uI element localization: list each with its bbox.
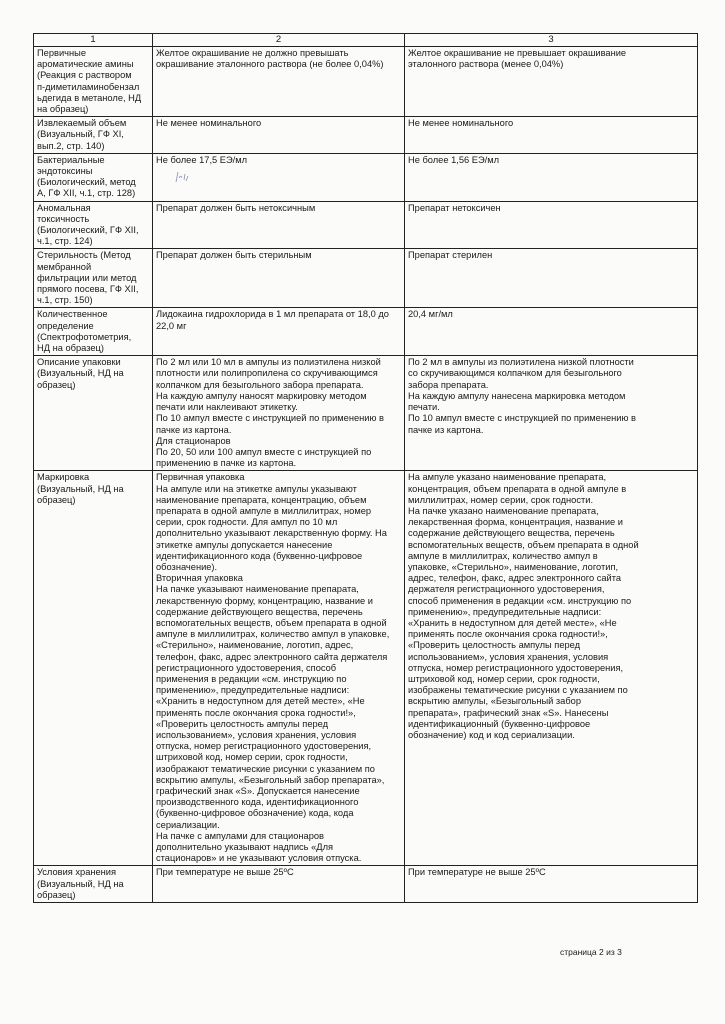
cell-text-line: препарата в одной ампуле в миллилитрах, номер bbox=[156, 505, 372, 516]
result-cell bbox=[405, 308, 698, 356]
cell-text-line: Для стационаров bbox=[156, 435, 231, 446]
result-cell bbox=[405, 117, 698, 154]
table-row bbox=[34, 153, 698, 201]
cell-text-line: миллилитрах, номер серии, срок годности. bbox=[408, 494, 594, 505]
parameter-cell bbox=[34, 201, 153, 249]
cell-text-line: изображают тематические рисунки с указанием по bbox=[156, 763, 375, 774]
cell-text-line: (Визуальный, НД на bbox=[37, 878, 124, 889]
cell-text-line: эталонного раствора (менее 0,04%) bbox=[408, 59, 564, 70]
cell-text-line: концентрация, объем препарата в одной ампуле в bbox=[408, 483, 627, 494]
table-row bbox=[34, 866, 698, 903]
cell-text-line: Описание упаковки bbox=[37, 357, 121, 368]
cell-text-line: отпуска, номер регистрационного удостоверения, bbox=[156, 741, 372, 752]
cell-text-line: По 20, 50 или 100 ампул вместе с инструкцией по bbox=[156, 446, 372, 457]
parameter-cell bbox=[34, 356, 153, 471]
cell-text-line: Препарат должен быть стерильным bbox=[156, 250, 312, 261]
result-cell bbox=[405, 153, 698, 201]
cell-text-line: ч.1, стр. 150) bbox=[37, 295, 93, 306]
parameter-cell bbox=[34, 47, 153, 117]
cell-text-line: лекарственная форма, концентрация, название и bbox=[408, 517, 623, 528]
cell-text-line: Лидокаина гидрохлорида в 1 мл препарата от 18,0 до bbox=[156, 309, 389, 320]
cell-text-line: Препарат стерилен bbox=[408, 250, 493, 261]
result-cell bbox=[405, 471, 698, 866]
cell-text-line: (Биологический, ГФ XII, bbox=[37, 225, 139, 236]
cell-text-line: вып.2, стр. 140) bbox=[37, 140, 105, 151]
cell-text-line: применять после окончания срока годности!», bbox=[408, 629, 608, 640]
requirement-cell bbox=[153, 866, 405, 903]
cell-text-line: Первичные bbox=[37, 48, 86, 58]
cell-text-line: п-диметиламинобензал bbox=[37, 81, 140, 92]
cell-text-line: применения в редакции «см. инструкцию по bbox=[156, 673, 347, 684]
cell-text-line: штриховой код, номер серии, срок годности, bbox=[156, 752, 348, 763]
table-row bbox=[34, 471, 698, 866]
cell-text-line: дополнительно указывают надпись «Для bbox=[156, 842, 334, 853]
cell-text-line: (буквенно-цифровое обозначение) кода, кода bbox=[156, 808, 354, 819]
cell-text-line: печати. bbox=[408, 402, 440, 413]
parameter-cell bbox=[34, 117, 153, 154]
cell-text-line: 22,0 мг bbox=[156, 320, 187, 331]
cell-text-line: ароматические амины bbox=[37, 59, 134, 70]
cell-text-line: На каждую ампулу нанесена маркировка методом bbox=[408, 390, 626, 401]
cell-text-line: Не менее номинального bbox=[156, 118, 262, 129]
requirement-cell bbox=[153, 47, 405, 117]
cell-text-line: Не менее номинального bbox=[408, 118, 514, 129]
cell-text-line: эндотоксины bbox=[37, 166, 93, 177]
table-row bbox=[34, 47, 698, 117]
cell-text-line: По 2 мл или 10 мл в ампулы из полиэтилена низкой bbox=[156, 357, 381, 368]
table-row bbox=[34, 249, 698, 308]
cell-text-line: окрашивание эталонного раствора (не более 0,04%) bbox=[156, 59, 384, 70]
cell-text-line: Желтое окрашивание не должно превышать bbox=[156, 48, 349, 58]
cell-text-line: На пачке указано наименование препарата, bbox=[408, 505, 599, 516]
cell-text-line: Аномальная bbox=[37, 202, 91, 213]
cell-text-line: Препарат нетоксичен bbox=[408, 202, 501, 213]
cell-text-line: На каждую ампулу наносят маркировку методом bbox=[156, 390, 367, 401]
parameter-cell bbox=[34, 308, 153, 356]
requirement-cell bbox=[153, 201, 405, 249]
table-row bbox=[34, 117, 698, 154]
cell-text-line: Количественное bbox=[37, 309, 108, 320]
cell-text-line: Первичная упаковка bbox=[156, 472, 245, 483]
cell-text-line: образец) bbox=[37, 494, 76, 505]
cell-text-line: способ применения в редакции «см. инструкцию по bbox=[408, 595, 632, 606]
result-cell bbox=[405, 249, 698, 308]
cell-text-line: Не более 1,56 ЕЭ/мл bbox=[408, 154, 500, 165]
cell-text-line: Маркировка bbox=[37, 472, 90, 483]
handwritten-mark bbox=[172, 166, 192, 186]
cell-text-line: применять после окончания срока годности!», bbox=[156, 707, 356, 718]
cell-text-line: Желтое окрашивание не превышает окрашивание bbox=[408, 48, 627, 58]
cell-text-line: токсичность bbox=[37, 213, 90, 224]
cell-text-line: этикетке ампулы допускается нанесение bbox=[156, 539, 333, 550]
cell-text-line: держателя регистрационного удостоверения, bbox=[408, 584, 605, 595]
cell-text-line: «Проверить целостность ампулы перед bbox=[408, 640, 581, 651]
cell-text-line: стационаров» и не указывают условия отпуска. bbox=[156, 853, 362, 864]
table-row bbox=[34, 308, 698, 356]
cell-text-line: серии, срок годности. Для ампул по 10 мл bbox=[156, 517, 338, 528]
cell-text-line: По 10 ампул вместе с инструкцией по применению в bbox=[408, 413, 636, 424]
cell-text-line: (Реакция с раствором bbox=[37, 70, 132, 81]
table-body bbox=[34, 47, 698, 903]
specification-table bbox=[33, 33, 698, 903]
cell-text-line: отпуска, номер регистрационного удостоверения, bbox=[408, 662, 624, 673]
cell-text-line: мембранной bbox=[37, 261, 92, 272]
cell-text-line: со скручивающимся колпачком для безыгольного bbox=[408, 368, 622, 379]
parameter-cell bbox=[34, 866, 153, 903]
cell-text-line: ампуле в миллилитрах, количество ампул в упаковке, bbox=[156, 629, 390, 640]
cell-text-line: «Стерильно», наименование, логотип, адрес, bbox=[156, 640, 354, 651]
cell-text-line: вспомогательных веществ, объем препарата в одной bbox=[156, 617, 387, 628]
parameter-cell bbox=[34, 249, 153, 308]
cell-text-line: графический знак «S». Допускается нанесение bbox=[156, 786, 360, 796]
cell-text-line: По 10 ампул вместе с инструкцией по применению в bbox=[156, 413, 384, 424]
cell-text-line: Препарат должен быть нетоксичным bbox=[156, 202, 316, 213]
cell-text-line: регистрационного удостоверения, способ bbox=[156, 662, 337, 673]
cell-text-line: Не более 17,5 ЕЭ/мл bbox=[156, 154, 248, 165]
cell-text-line: На ампуле или на этикетке ампулы указывают bbox=[156, 483, 357, 494]
cell-text-line: образец) bbox=[37, 379, 76, 390]
cell-text-line: Стерильность (Метод bbox=[37, 250, 131, 261]
column-header-1: 1 bbox=[34, 34, 153, 47]
cell-text-line: «Хранить в недоступном для детей месте», «Не bbox=[156, 696, 365, 707]
cell-text-line: (Визуальный, НД на bbox=[37, 368, 124, 379]
cell-text-line: фильтрации или метод bbox=[37, 272, 137, 283]
cell-text-line: На пачке указывают наименование препарата, bbox=[156, 584, 359, 595]
cell-text-line: ампуле в миллилитрах, количество ампул в bbox=[408, 550, 598, 561]
cell-text-line: НД на образец) bbox=[37, 343, 104, 354]
cell-text-line: изображены тематические рисунки с указанием по bbox=[408, 685, 628, 696]
cell-text-line: телефон, факс, адрес электронного сайта держателя bbox=[156, 651, 388, 662]
cell-text-line: колпачком для безыгольного забора препарата. bbox=[156, 379, 364, 390]
cell-text-line: На пачке с ампулами для стационаров bbox=[156, 830, 324, 841]
cell-text-line: содержание действующего вещества, перечень bbox=[156, 606, 363, 617]
cell-text-line: При температуре не выше 25ºС bbox=[408, 867, 546, 878]
cell-text-line: ч.1, стр. 124) bbox=[37, 236, 93, 247]
table-row bbox=[34, 201, 698, 249]
cell-text-line: вскрытию ампулы, «Безыгольный забор препарата», bbox=[156, 774, 385, 785]
result-cell bbox=[405, 866, 698, 903]
cell-text-line: применению», предупредительные надписи: bbox=[156, 685, 350, 696]
cell-text-line: использованием», условия хранения, условия bbox=[408, 651, 609, 662]
result-cell bbox=[405, 356, 698, 471]
result-cell bbox=[405, 201, 698, 249]
cell-text-line: (Визуальный, НД на bbox=[37, 483, 124, 494]
cell-text-line: пачке из картона. bbox=[408, 424, 484, 435]
cell-text-line: идентификационный (буквенно-цифровое bbox=[408, 718, 591, 729]
requirement-cell bbox=[153, 356, 405, 471]
parameter-cell bbox=[34, 471, 153, 866]
cell-text-line: «Хранить в недоступном для детей месте», «Не bbox=[408, 617, 617, 628]
cell-text-line: При температуре не выше 25ºС bbox=[156, 867, 294, 878]
cell-text-line: производственного кода, идентификационного bbox=[156, 797, 359, 808]
cell-text-line: сериализации. bbox=[156, 819, 220, 830]
cell-text-line: упаковке, «Стерильно», наименование, логотип, bbox=[408, 561, 619, 572]
cell-text-line: А, ГФ XII, ч.1, стр. 128) bbox=[37, 188, 136, 199]
requirement-cell bbox=[153, 471, 405, 866]
result-cell bbox=[405, 47, 698, 117]
cell-text-line: На ампуле указано наименование препарата, bbox=[408, 472, 607, 483]
cell-text-line: Условия хранения bbox=[37, 867, 117, 878]
cell-text-line: применению в пачке из картона. bbox=[156, 458, 297, 469]
cell-text-line: пачке из картона. bbox=[156, 424, 232, 435]
cell-text-line: препарата», графический знак «S». Нанесены bbox=[408, 707, 609, 718]
cell-text-line: использованием», условия хранения, условия bbox=[156, 729, 357, 740]
cell-text-line: на образец) bbox=[37, 104, 89, 115]
cell-text-line: печати или наклеивают этикетку. bbox=[156, 402, 298, 413]
cell-text-line: Вторичная упаковка bbox=[156, 573, 243, 584]
cell-text-line: определение bbox=[37, 320, 94, 331]
cell-text-line: 20,4 мг/мл bbox=[408, 309, 453, 320]
column-header-2: 2 bbox=[153, 34, 405, 47]
cell-text-line: Извлекаемый объем bbox=[37, 118, 127, 129]
cell-text-line: (Биологический, метод bbox=[37, 177, 136, 188]
cell-text-line: наименование препарата, концентрацию, объем bbox=[156, 494, 367, 505]
cell-text-line: идентификационного кода (буквенно-цифровое bbox=[156, 550, 363, 561]
cell-text-line: вскрытию ампулы, «Безыгольный забор bbox=[408, 696, 582, 707]
requirement-cell bbox=[153, 308, 405, 356]
page-number: страница 2 из 3 bbox=[560, 947, 622, 957]
table-header-row bbox=[34, 34, 698, 47]
cell-text-line: дополнительно указывают лекарственную форму. На bbox=[156, 528, 387, 539]
cell-text-line: образец) bbox=[37, 889, 76, 900]
cell-text-line: (Спектрофотометрия, bbox=[37, 331, 132, 342]
cell-text-line: вспомогательных веществ, объем препарата в одной bbox=[408, 539, 639, 550]
cell-text-line: обозначение) код и код сериализации. bbox=[408, 729, 575, 740]
cell-text-line: обозначение). bbox=[156, 561, 218, 572]
cell-text-line: применению», предупредительные надписи: bbox=[408, 606, 602, 617]
cell-text-line: прямого посева, ГФ XII, bbox=[37, 284, 139, 295]
cell-text-line: штриховой код, номер серии, срок годности, bbox=[408, 673, 600, 684]
cell-text-line: содержание действующего вещества, перечень bbox=[408, 528, 615, 539]
cell-text-line: (Визуальный, ГФ XI, bbox=[37, 129, 124, 140]
cell-text-line: забора препарата. bbox=[408, 379, 489, 390]
cell-text-line: плотности или полипропилена со скручивающимся bbox=[156, 368, 378, 379]
requirement-cell bbox=[153, 249, 405, 308]
cell-text-line: лекарственную форму, концентрацию, название и bbox=[156, 595, 373, 606]
cell-text-line: ьдегида в метаноле, НД bbox=[37, 92, 142, 103]
cell-text-line: «Проверить целостность ампулы перед bbox=[156, 718, 329, 729]
cell-text-line: Бактериальные bbox=[37, 154, 105, 165]
requirement-cell bbox=[153, 117, 405, 154]
cell-text-line: адрес, телефон, факс, адрес электронного сайта bbox=[408, 573, 622, 584]
parameter-cell bbox=[34, 153, 153, 201]
column-header-3: 3 bbox=[405, 34, 698, 47]
cell-text-line: По 2 мл в ампулы из полиэтилена низкой плотности bbox=[408, 357, 634, 368]
table-row bbox=[34, 356, 698, 471]
